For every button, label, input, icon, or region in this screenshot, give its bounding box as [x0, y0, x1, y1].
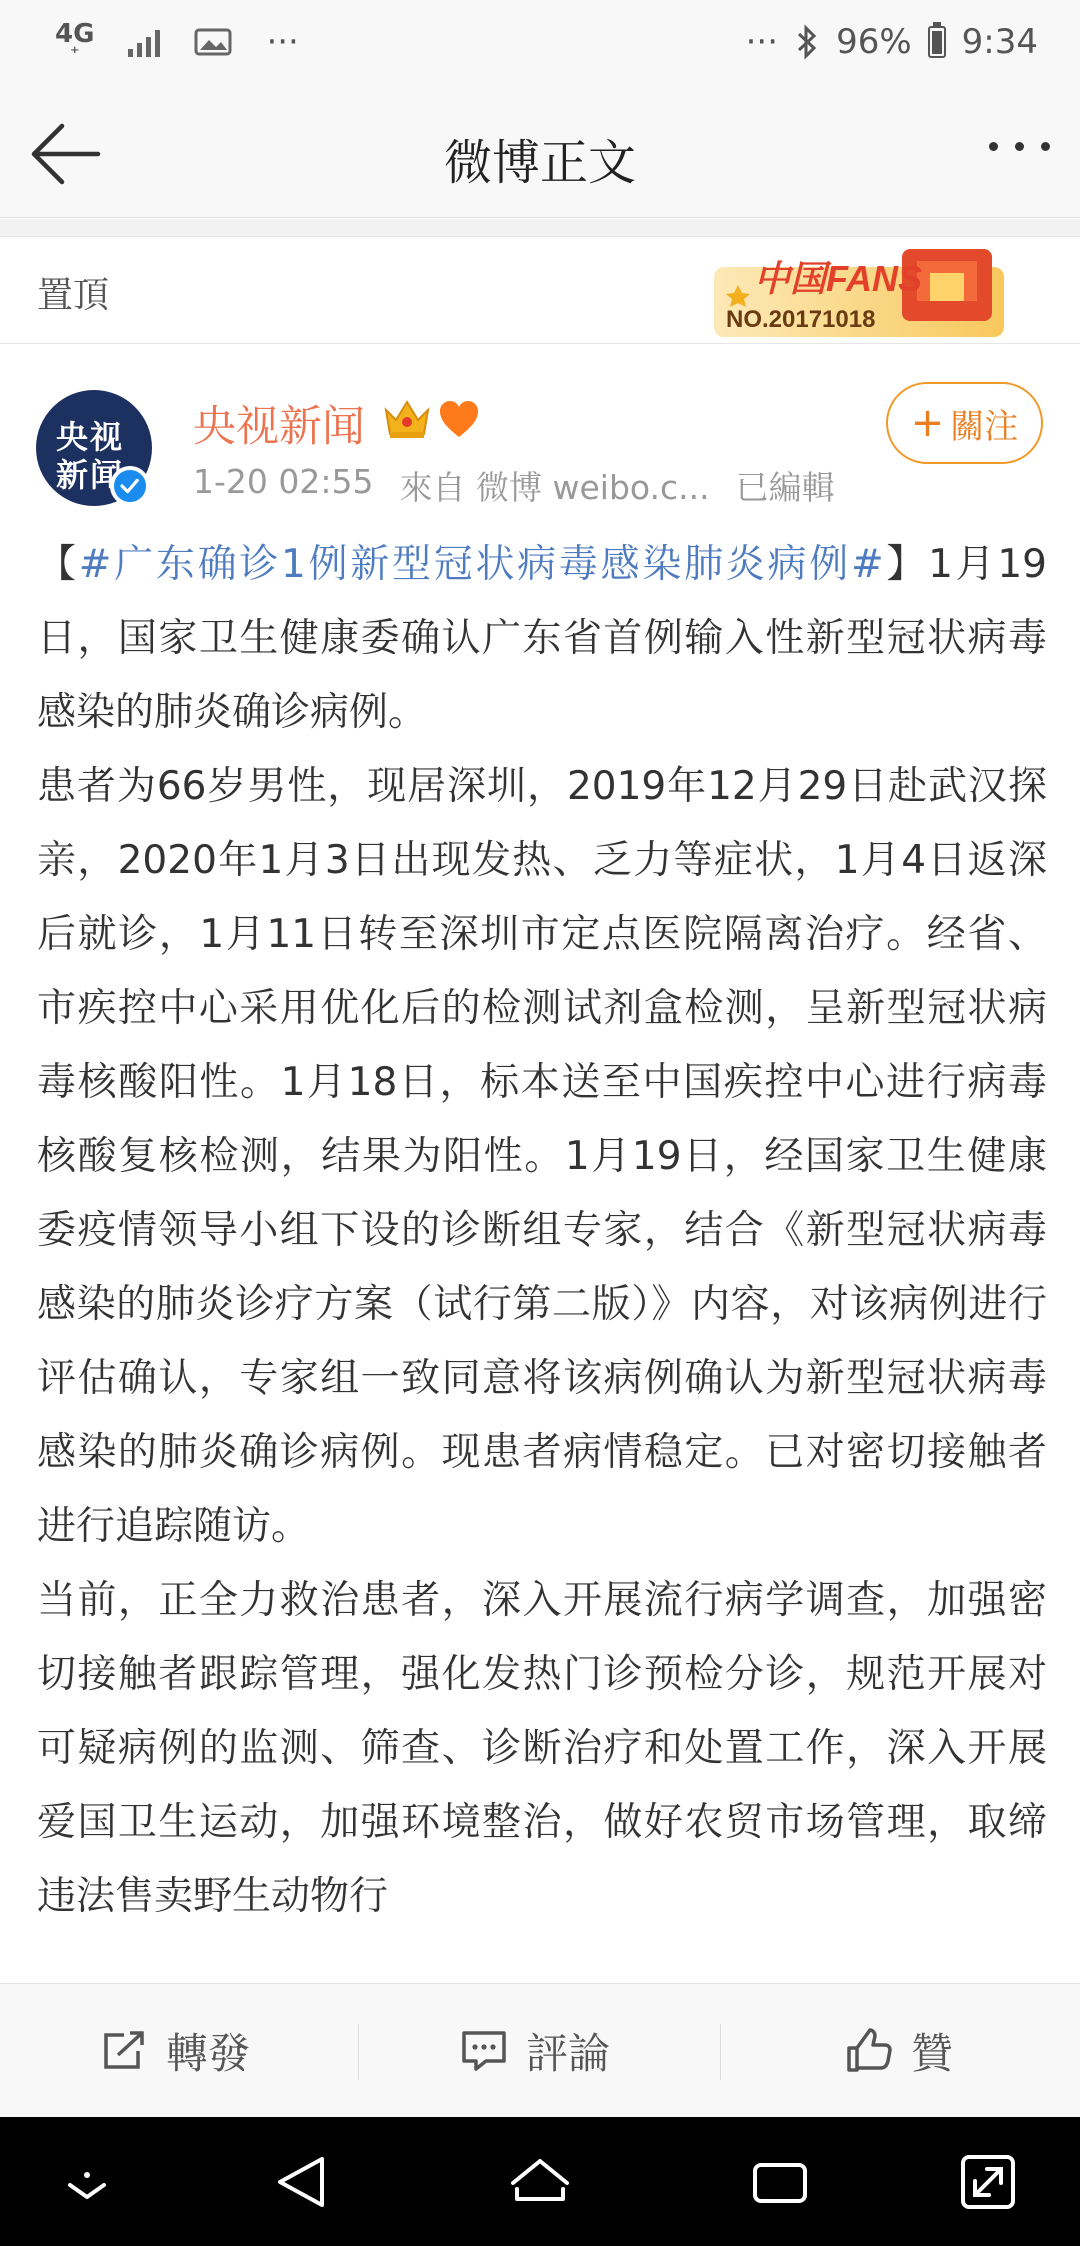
post-body — [37, 528, 1047, 1983]
image-notification-icon — [194, 27, 232, 57]
badge-title: 中国FANS — [754, 258, 923, 299]
status-more-left: ··· — [266, 22, 299, 62]
network-label: 4G — [55, 19, 95, 49]
bracket-open: 【 — [37, 542, 79, 587]
expand-nav-icon[interactable] — [953, 2147, 1023, 2217]
repost-icon — [100, 2029, 148, 2073]
pinned-label: 置頂 — [37, 275, 110, 316]
home-nav-icon[interactable] — [505, 2147, 575, 2217]
status-bar-left — [55, 19, 299, 64]
more-options-icon[interactable] — [989, 142, 1050, 151]
like-label: 贊 — [911, 2029, 954, 2078]
page-title: 微博正文 — [443, 135, 636, 191]
pinned-row — [0, 237, 1080, 344]
badge-number: NO.20171018 — [726, 306, 876, 333]
post-meta — [193, 462, 835, 509]
follow-label: 關注 — [950, 406, 1019, 447]
post-source[interactable]: 來自 微博 weibo.c... — [399, 468, 710, 507]
status-bar — [0, 0, 1080, 90]
action-divider — [358, 2024, 359, 2080]
action-divider — [720, 2024, 721, 2080]
repost-label: 轉發 — [166, 2029, 251, 2078]
follow-button[interactable] — [886, 382, 1043, 464]
thumbs-up-icon — [845, 2028, 893, 2074]
avatar-text-line1: 央视 — [56, 418, 125, 456]
hide-keyboard-icon[interactable] — [52, 2147, 122, 2217]
china-fans-badge[interactable] — [712, 239, 1007, 341]
post-paragraph: 患者为66岁男性，现居深圳，2019年12月29日赴武汉探亲，2020年1月3日出现发热、乏力等症状，1月4日返深后就诊，1月11日转至深圳市定点医院隔离治疗。经省、市疾控中心采用优化后的检测试剂盒检测，呈新型冠状病毒核酸阳性。1月18日，标本送至中国疾控中心进行病毒核酸复核检测，结果为阳性。1月19日，经国家卫生健康委疫情领导小组下设的诊断组专家，结合《新型冠状病毒感染的肺炎诊疗方案（试行第二版）》内容，对该病例进行评估确认，专家组一致同意将该病例确认为新型冠状病毒感染的肺炎确诊病例。现患者病情稳定。已对密切接触者进行追踪随访。 — [37, 764, 1047, 1549]
network-indicator — [55, 19, 95, 64]
lead-text: 1月19日，国家卫生健康委确认广东省首例输入性新型冠状病毒感染的肺炎确诊病例。 — [37, 542, 1047, 735]
like-button[interactable] — [845, 1984, 953, 2118]
author-name[interactable]: 央视新闻 — [193, 402, 365, 452]
back-nav-icon[interactable] — [266, 2147, 336, 2217]
status-bar-right — [746, 22, 1038, 62]
status-more-right: ··· — [745, 22, 779, 62]
verified-badge-icon — [110, 466, 150, 506]
bracket-close: 】 — [883, 542, 929, 587]
edited-label[interactable]: 已編輯 — [735, 468, 835, 507]
signal-icon — [128, 27, 160, 57]
comment-button[interactable] — [460, 1984, 610, 2118]
hashtag-link[interactable]: #广东确诊1例新型冠状病毒感染肺炎病例# — [78, 542, 884, 587]
crown-icon — [382, 396, 432, 442]
post-paragraph: 当前，正全力救治患者，深入开展流行病学调查，加强密切接触者跟踪管理，强化发热门诊预检分诊，规范开展对可疑病例的监测、筛查、诊断治疗和处置工作，深入开展爱国卫生运动，加强环境整治，做好农贸市场管理，取缔违法售卖野生动物行 — [37, 1578, 1047, 1919]
comment-label: 評論 — [526, 2029, 611, 2078]
action-bar — [0, 1983, 1080, 2117]
top-nav-bar — [0, 90, 1080, 218]
recents-nav-icon[interactable] — [745, 2147, 815, 2217]
repost-button[interactable] — [100, 1984, 250, 2118]
post-lead-paragraph — [37, 528, 1047, 750]
comment-icon — [460, 2029, 508, 2073]
clock: 9:34 — [961, 22, 1038, 62]
section-divider — [0, 219, 1080, 237]
battery-icon — [928, 26, 946, 58]
bluetooth-icon — [794, 24, 820, 60]
plus-icon: + — [910, 400, 945, 446]
post-time: 1-20 02:55 — [193, 462, 374, 501]
battery-percent: 96% — [836, 22, 912, 62]
system-nav-bar — [0, 2117, 1080, 2246]
network-sub: ⁺ — [69, 43, 80, 64]
avatar-text-line2: 新闻 — [56, 456, 125, 494]
heart-icon — [437, 398, 481, 442]
